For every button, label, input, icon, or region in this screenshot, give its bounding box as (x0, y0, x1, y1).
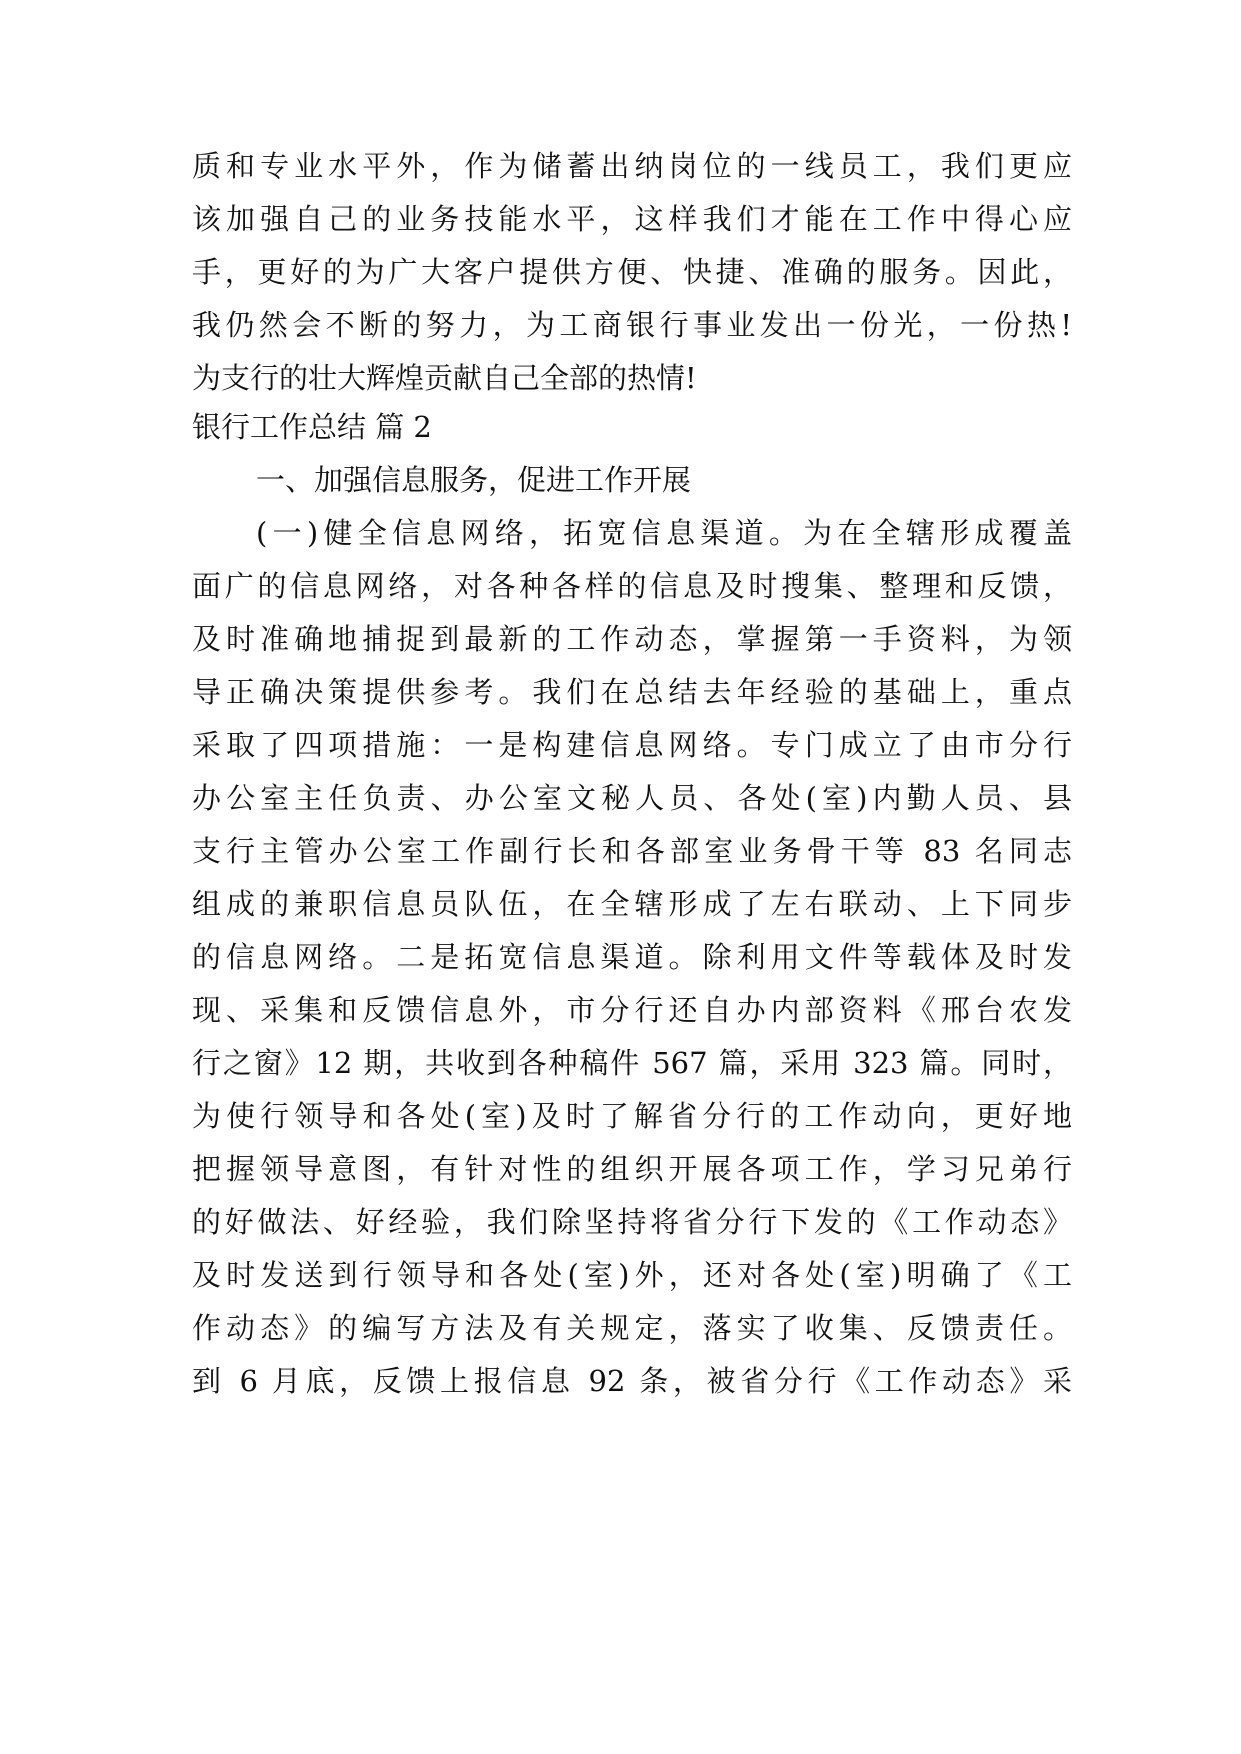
paragraph-line: 的好做法、好经验，我们除坚持将省分行下发的《工作动态》 (192, 1205, 1072, 1239)
paragraph-line: 面广的信息网络，对各种各样的信息及时搜集、整理和反馈， (192, 569, 1072, 603)
paragraph-line: 支行主管办公室工作副行长和各部室业务骨干等 83 名同志 (192, 834, 1072, 868)
paragraph-line: 现、采集和反馈信息外，市分行还自办内部资料《邢台农发 (192, 993, 1072, 1027)
paragraph-line: 该加强自己的业务技能水平，这样我们才能在工作中得心应 (192, 202, 1072, 236)
section-title: 一、加强信息服务，促进工作开展 (256, 463, 692, 497)
paragraph-line: 为支行的壮大辉煌贡献自己全部的热情! (192, 361, 697, 395)
paragraph-line: 手，更好的为广大客户提供方便、快捷、准确的服务。因此， (192, 255, 1072, 289)
paragraph-line: 行之窗》12 期，共收到各种稿件 567 篇，采用 323 篇。同时， (192, 1046, 1072, 1080)
paragraph-line: 办公室主任负责、办公室文秘人员、各处(室)内勤人员、县 (192, 781, 1072, 815)
paragraph-line: 及时准确地捕捉到最新的工作动态，掌握第一手资料，为领 (192, 622, 1072, 656)
paragraph-line: 采取了四项措施：一是构建信息网络。专门成立了由市分行 (192, 728, 1072, 762)
paragraph-line: 组成的兼职信息员队伍，在全辖形成了左右联动、上下同步 (192, 887, 1072, 921)
paragraph-line: 作动态》的编写方法及有关规定，落实了收集、反馈责任。 (192, 1311, 1072, 1345)
paragraph-line: 及时发送到行领导和各处(室)外，还对各处(室)明确了《工 (192, 1258, 1072, 1292)
paragraph-line: 到 6 月底，反馈上报信息 92 条，被省分行《工作动态》采 (192, 1364, 1072, 1398)
article-heading: 银行工作总结 篇 2 (192, 410, 432, 444)
paragraph-line: 我仍然会不断的努力，为工商银行事业发出一份光，一份热! (192, 308, 1072, 342)
paragraph-line: 的信息网络。二是拓宽信息渠道。除利用文件等载体及时发 (192, 940, 1072, 974)
paragraph-line: 质和专业水平外，作为储蓄出纳岗位的一线员工，我们更应 (192, 149, 1072, 183)
paragraph-line: 为使行领导和各处(室)及时了解省分行的工作动向，更好地 (192, 1099, 1072, 1133)
paragraph-line: 把握领导意图，有针对性的组织开展各项工作，学习兄弟行 (192, 1152, 1072, 1186)
paragraph-line: (一)健全信息网络，拓宽信息渠道。为在全辖形成覆盖 (256, 516, 1072, 550)
paragraph-line: 导正确决策提供参考。我们在总结去年经验的基础上，重点 (192, 675, 1072, 709)
